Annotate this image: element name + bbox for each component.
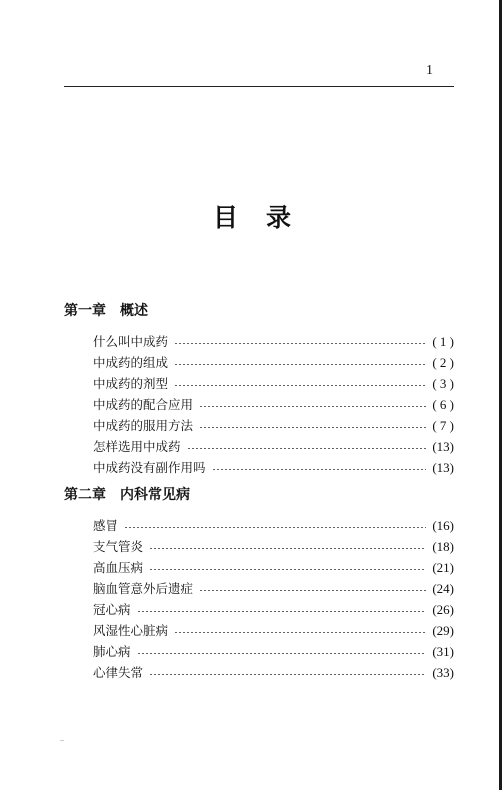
chapter-label: 第一章 xyxy=(64,303,106,319)
entry-page: ( 1 ) xyxy=(432,334,454,349)
dot-leader xyxy=(199,406,426,407)
toc-entry[interactable] xyxy=(64,373,454,394)
toc-entry[interactable] xyxy=(64,515,454,536)
dot-leader xyxy=(124,527,426,528)
toc-entry[interactable] xyxy=(64,536,454,557)
toc-entry[interactable] xyxy=(64,578,454,599)
entry-title: 心律失常 xyxy=(93,665,144,680)
entry-title: 怎样选用中成药 xyxy=(93,439,181,454)
toc-entry[interactable] xyxy=(64,557,454,578)
toc-entry[interactable] xyxy=(64,415,454,436)
entry-title: 中成药的组成 xyxy=(93,355,169,370)
dot-leader xyxy=(149,674,426,675)
toc-entry[interactable] xyxy=(64,394,454,415)
toc-entry[interactable] xyxy=(64,331,454,352)
entry-page: (13) xyxy=(432,460,454,475)
entry-title: 中成药的服用方法 xyxy=(93,418,194,433)
dot-leader xyxy=(199,427,426,428)
entry-page: (18) xyxy=(432,539,454,554)
dot-leader xyxy=(199,590,426,591)
entry-page: ( 7 ) xyxy=(432,418,454,433)
chapter-name: 概述 xyxy=(120,303,148,319)
page-number: 1 xyxy=(426,63,433,78)
dot-leader xyxy=(174,385,426,386)
chapter-heading xyxy=(64,484,454,506)
chapter-heading xyxy=(64,300,454,322)
toc-title: 目录 xyxy=(212,203,319,232)
chapter-2-entries xyxy=(64,515,454,683)
entry-page: (31) xyxy=(432,644,454,659)
entry-title: 中成药没有副作用吗 xyxy=(93,460,206,475)
page-edge xyxy=(499,0,502,790)
entry-title: 支气管炎 xyxy=(93,539,144,554)
entry-page: (26) xyxy=(432,602,454,617)
entry-title: 什么叫中成药 xyxy=(93,334,169,349)
entry-title: 脑血管意外后遗症 xyxy=(93,581,194,596)
header-rule xyxy=(64,86,454,87)
entry-page: (16) xyxy=(432,518,454,533)
entry-page: (13) xyxy=(432,439,454,454)
entry-title: 冠心病 xyxy=(93,602,131,617)
entry-page: (24) xyxy=(432,581,454,596)
entry-page: ( 6 ) xyxy=(432,397,454,412)
entry-page: ( 3 ) xyxy=(432,376,454,391)
dot-leader xyxy=(137,611,427,612)
entry-title: 风湿性心脏病 xyxy=(93,623,169,638)
dot-leader xyxy=(212,469,427,470)
toc-entry[interactable] xyxy=(64,641,454,662)
dot-leader xyxy=(174,632,426,633)
toc-entry[interactable] xyxy=(64,436,454,457)
toc-entry[interactable] xyxy=(64,620,454,641)
chapter-2 xyxy=(64,484,454,683)
toc-entry[interactable] xyxy=(64,457,454,478)
entry-page: (29) xyxy=(432,623,454,638)
toc-entry[interactable] xyxy=(64,599,454,620)
dot-leader xyxy=(174,343,426,344)
dot-leader xyxy=(149,569,426,570)
entry-page: ( 2 ) xyxy=(432,355,454,370)
dot-leader xyxy=(137,653,427,654)
toc-entry[interactable] xyxy=(64,352,454,373)
toc-entry[interactable] xyxy=(64,662,454,683)
entry-title: 高血压病 xyxy=(93,560,144,575)
entry-title: 肺心病 xyxy=(93,644,131,659)
dot-leader xyxy=(187,448,427,449)
entry-title: 感冒 xyxy=(93,518,119,533)
entry-page: (21) xyxy=(432,560,454,575)
entry-title: 中成药的配合应用 xyxy=(93,397,194,412)
chapter-1 xyxy=(64,300,454,478)
scan-mark xyxy=(60,740,64,741)
dot-leader xyxy=(174,364,426,365)
chapter-label: 第二章 xyxy=(64,487,106,503)
entry-page: (33) xyxy=(432,665,454,680)
entry-title: 中成药的剂型 xyxy=(93,376,169,391)
chapter-name: 内科常见病 xyxy=(120,487,190,503)
chapter-1-entries xyxy=(64,331,454,478)
dot-leader xyxy=(149,548,426,549)
